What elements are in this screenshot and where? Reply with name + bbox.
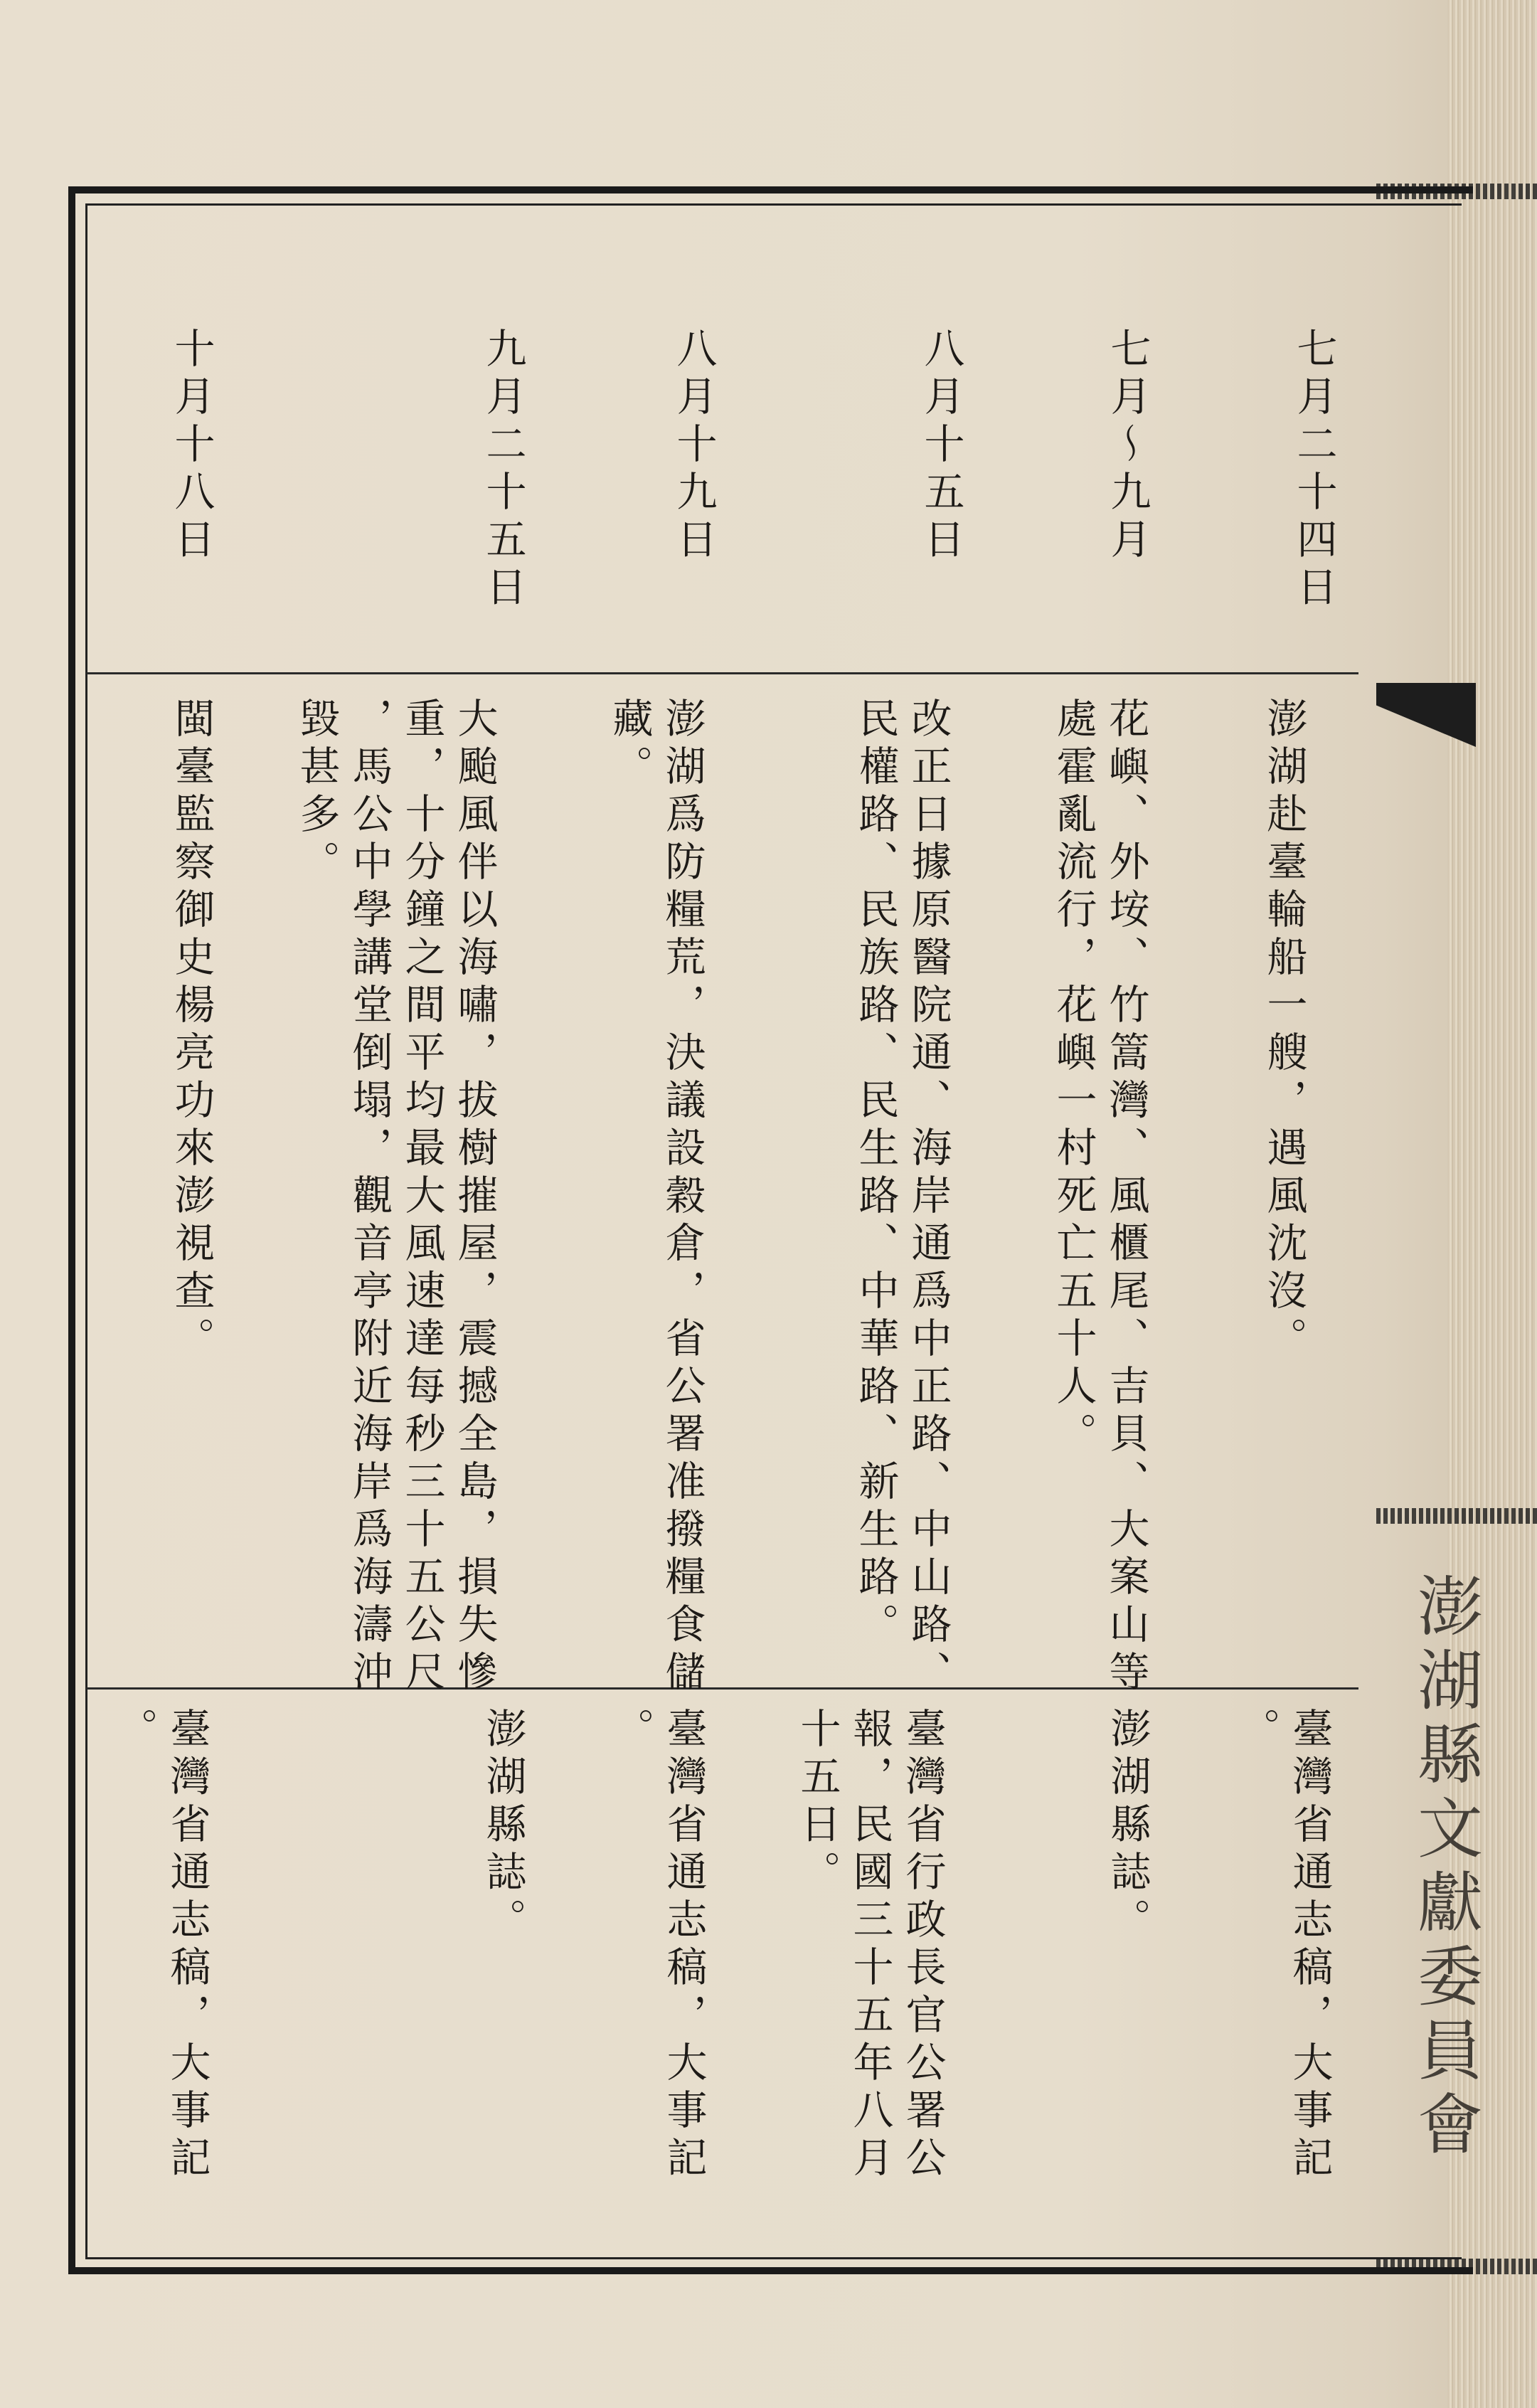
date-text: 八月十九日 — [670, 327, 717, 566]
date-text: 七月二十四日 — [1290, 327, 1337, 613]
edge-mark — [1376, 2259, 1537, 2274]
date-text: 七月～九月 — [1104, 327, 1151, 566]
event-text: 澎湖赴臺輪船一艘，遇風沈沒。 — [1260, 697, 1307, 1364]
date-text: 八月十五日 — [918, 327, 964, 566]
source-text: 臺灣省通志稿，大事記 。 — [1233, 1707, 1333, 2184]
event-text: 花嶼、外垵、竹篙灣、風櫃尾、吉貝、大案山等 處霍亂流行，花嶼一村死亡五十人。 — [1050, 697, 1149, 1698]
event-text: 改正日據原醫院通、海岸通爲中正路、中山路、 民權路、民族路、民生路、中華路、新生路。 — [852, 697, 952, 1698]
source-text: 澎湖縣誌。 — [479, 1707, 526, 1946]
row-divider-date-event — [87, 672, 1358, 674]
event-text: 閩臺監察御史楊亮功來澎視查。 — [168, 697, 215, 1364]
row-divider-event-source — [87, 1687, 1358, 1690]
source-text: 澎湖縣誌。 — [1104, 1707, 1151, 1946]
date-text: 九月二十五日 — [479, 327, 526, 613]
event-text: 澎湖爲防糧荒，決議設穀倉，省公署准撥糧食儲 藏。 — [606, 697, 706, 1698]
source-text: 臺灣省通志稿，大事記 。 — [111, 1707, 211, 2184]
source-text: 臺灣省通志稿，大事記 。 — [607, 1707, 707, 2184]
edge-mark — [1376, 184, 1537, 199]
event-text: 大颱風伴以海嘯，拔樹摧屋，震撼全島，損失慘 重，十分鐘之間平均最大風速達每秒三十五公尺 ，馬公中學講堂倒塌，觀音亭附近海岸爲海濤沖 毀甚多。 — [293, 697, 498, 1698]
source-text: 臺灣省行政長官公署公 報，民國三十五年八月 十五日。 — [794, 1707, 946, 2184]
edge-mark — [1376, 1508, 1537, 1524]
date-text: 十月十八日 — [168, 327, 215, 566]
side-title: 澎湖縣文獻委員會 — [1407, 1572, 1483, 2164]
